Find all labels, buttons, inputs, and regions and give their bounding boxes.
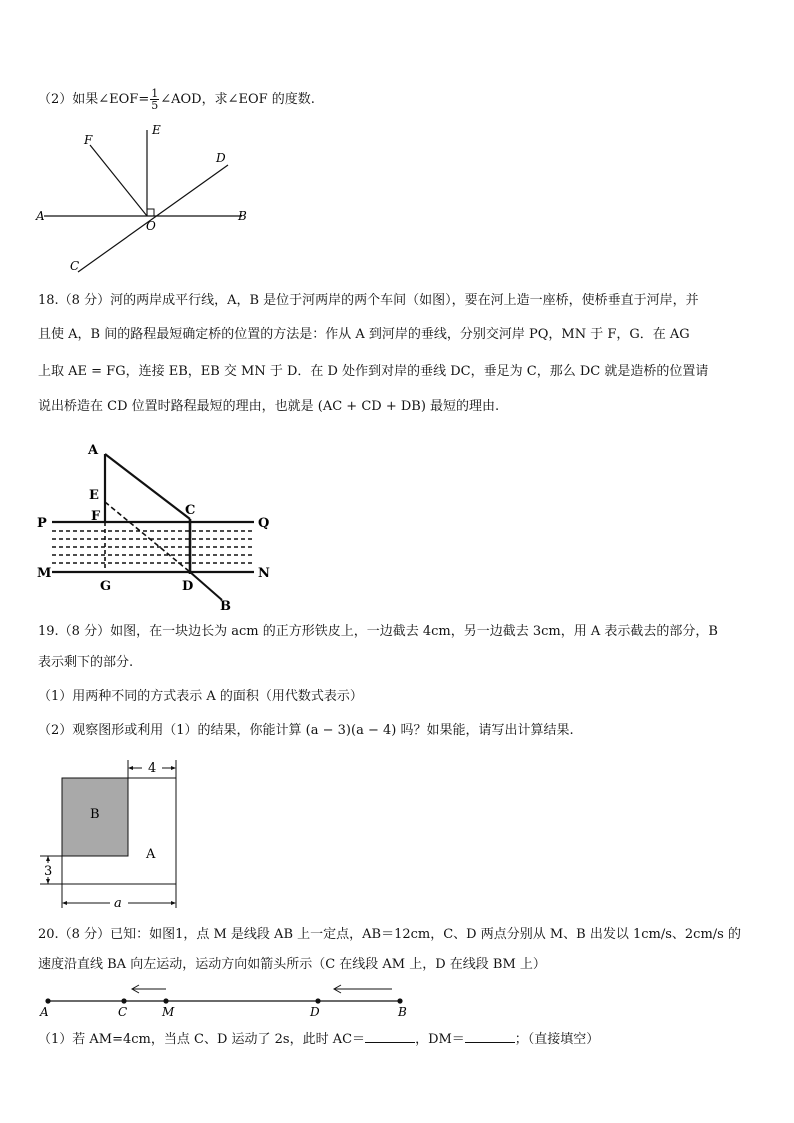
q18-label-N: N [258, 566, 270, 581]
q18-line-1: 18.（8 分）河的两岸成平行线，A，B 是位于河两岸的两个车间（如图），要在河上造一座桥，使桥垂直于河岸，并 [38, 293, 699, 308]
q17-part2-text [38, 88, 315, 111]
q18-label-C: C [185, 503, 196, 518]
q20-label-D: D [310, 1005, 320, 1019]
q17-label-C: C [70, 259, 80, 273]
q20-part-1 [38, 1030, 599, 1049]
q18-bridge-figure [34, 434, 284, 614]
q18-line-3: 上取 AE = FG，连接 EB，EB 交 MN 于 D．在 D 处作到对岸的垂线 DC，垂足为 C，那么 DC 就是造桥的位置请 [38, 364, 709, 379]
q19-label-a: a [114, 896, 122, 911]
q20-part1-c: ；（直接填空） [514, 1032, 600, 1047]
q19-part-2: （2）观察图形或利用（1）的结果，你能计算 (a − 3)(a − 4) 吗？如果能，请写出计算结果. [38, 723, 574, 738]
q17-part2-suffix: ∠AOD，求∠EOF 的度数. [160, 92, 315, 107]
q17-label-E: E [152, 123, 161, 137]
q19-label-B: B [90, 807, 100, 822]
q20-label-M: M [162, 1005, 175, 1019]
q17-frac-num: 1 [151, 87, 159, 100]
q17-label-B: B [238, 209, 247, 223]
q18-label-P: P [37, 516, 47, 531]
q18-label-G: G [100, 579, 112, 594]
q17-frac-den: 5 [151, 99, 159, 112]
q18-label-D: D [182, 579, 194, 594]
q18-label-Q: Q [258, 516, 270, 531]
q20-label-B: B [398, 1005, 407, 1019]
q18-line-2: 且使 A，B 间的路程最短确定桥的位置的方法是：作从 A 到河岸的垂线，分别交河岸 PQ，MN 于 F，G．在 AG [38, 327, 690, 342]
q20-label-C: C [118, 1005, 128, 1019]
q19-line-1: 19.（8 分）如图，在一块边长为 acm 的正方形铁皮上，一边截去 4cm，另一边截去 3cm，用 A 表示截去的部分，B [38, 624, 718, 639]
q19-label-4: 4 [148, 761, 157, 776]
q19-square-figure [36, 756, 196, 916]
q18-label-M: M [37, 566, 52, 581]
q17-part2-prefix: （2）如果∠EOF= [38, 92, 150, 107]
q19-line-2: 表示剩下的部分. [38, 655, 134, 670]
q18-label-A: A [88, 443, 99, 458]
q17-label-D: D [216, 151, 226, 165]
q20-line-2: 速度沿直线 BA 向左运动，运动方向如箭头所示（C 在线段 AM 上，D 在线段 BM 上） [38, 957, 546, 972]
q18-label-F: F [91, 509, 101, 524]
q20-part1-a: （1）若 AM=4cm，当点 C、D 运动了 2s，此时 AC＝ [38, 1032, 366, 1047]
q17-angle-figure [30, 120, 260, 280]
q20-blank-dm[interactable] [465, 1030, 515, 1043]
q18-label-E: E [89, 488, 99, 503]
q19-label-A: A [146, 847, 156, 862]
q18-line-4: 说出桥造在 CD 位置时路程最短的理由，也就是 (AC + CD + DB) 最短的理由. [38, 399, 500, 414]
q20-label-A: A [40, 1005, 49, 1019]
q18-label-B: B [220, 599, 231, 614]
q20-line-1: 20.（8 分）已知：如图1，点 M 是线段 AB 上一定点，AB＝12cm，C、D 两点分别从 M、B 出发以 1cm/s、2cm/s 的 [38, 927, 741, 942]
q19-label-3: 3 [44, 864, 53, 879]
q19-part-1: （1）用两种不同的方式表示 A 的面积（用代数式表示） [38, 689, 363, 704]
q20-blank-ac[interactable] [365, 1030, 415, 1043]
q17-fraction [150, 88, 159, 111]
q20-part1-b: ，DM＝ [415, 1032, 465, 1047]
q17-label-F: F [84, 133, 93, 147]
q17-label-A: A [36, 209, 45, 223]
q17-label-O: O [146, 219, 156, 233]
q20-segment-figure [36, 978, 416, 1020]
